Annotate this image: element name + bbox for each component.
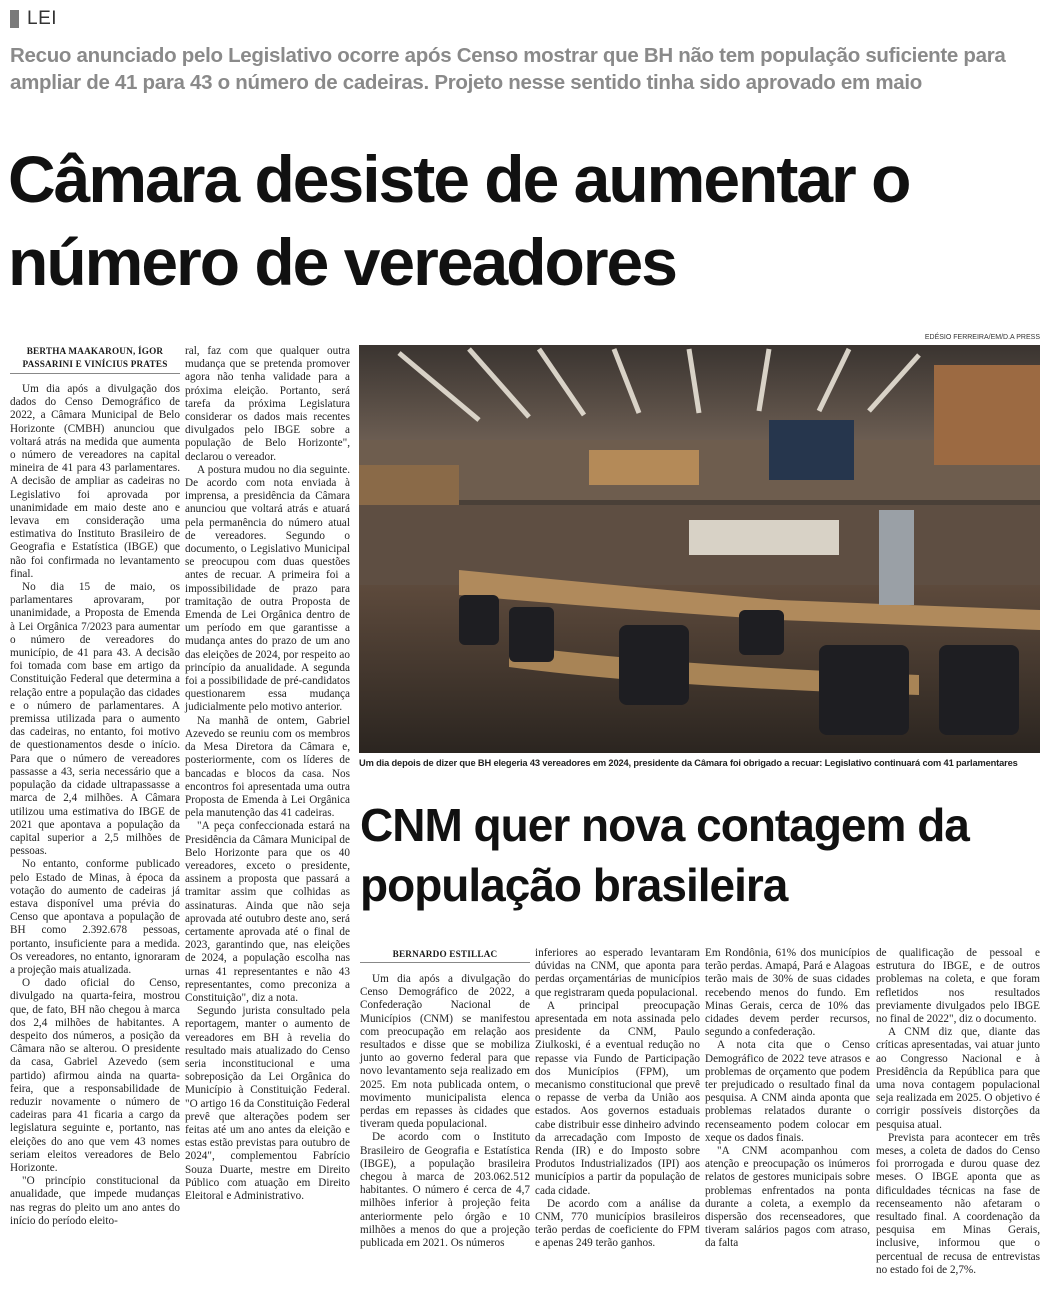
- section-label: LEI: [27, 8, 58, 29]
- article2-column3: [705, 947, 870, 1288]
- article2-column2: [535, 947, 700, 1288]
- paragraph: De acordo com a análise da CNM, 770 municípios brasileiros terão perdas de coeficiente do FPM e apenas 249 terão ganhos.: [535, 1197, 700, 1250]
- byline-rule: [10, 373, 180, 374]
- byline-rule: [360, 962, 530, 963]
- paragraph: "O princípio constitucional da anualidade, que impede mudanças nas regras do pleito um ano antes do início do período eleito-: [10, 1175, 180, 1227]
- section-marker: [10, 10, 19, 28]
- section-tag: [10, 8, 57, 30]
- headline-article2: CNM quer nova contagem da população brasileira: [360, 799, 969, 911]
- photo-caption: Um dia depois de dizer que BH elegeria 43 vereadores em 2024, presidente da Câmara foi obrigado a recuar: Legislativo continuará com 41 parlamentares: [359, 758, 1018, 768]
- byline-article2: BERNARDO ESTILLAC: [392, 949, 498, 959]
- paragraph: A CNM diz que, diante das críticas apresentadas, vai atuar junto ao Congresso Nacional e à Presidência da República para que uma nova contagem populacional seja realizada em 2025. O objetivo é corrigir possíveis distorções da pesquisa atual.: [876, 1026, 1040, 1131]
- paragraph: ral, faz com que qualquer outra mudança que se pretenda promover agora não tenha validade para a próxima eleição. Portanto, será tarefa da próxima Legislatura considerar os dados mais recentes divulgados pelo IBGE sobre a população de Belo Horizonte", declarou o vereador.: [185, 345, 350, 463]
- kicker: Recuo anunciado pelo Legislativo ocorre após Censo mostrar que BH não tem população suficiente para ampliar de 41 para 43 o número de cadeiras. Projeto nesse sentido tinha sido aprovado em maio: [10, 44, 1006, 94]
- paragraph: No dia 15 de maio, os parlamentares aprovaram, por unanimidade, a Proposta de Emenda à Lei Orgânica 7/2023 para aumentar o número de vereadores do município, de 41 para 43. A decisão foi tomada com base em artigo da Constituição Federal que determina a relação entre a população das cidades e o número de parlamentares. A premissa utilizada para o aumento das cadeiras, no entanto, foi motivo de questionamentos desde o início. Para que o número de vereadores passasse a 43, seria necessário que a população da cidade ultrapassasse a marca de 2,4 milhões. A Câmara utilizou uma estimativa do IBGE de 2021 que apontava a população da capital superior a 2,5 milhões de pessoas.: [10, 581, 180, 858]
- photo-credit: EDÉSIO FERREIRA/EM/D.A PRESS: [924, 334, 1040, 341]
- paragraph: Um dia após a divulgação do Censo Demográfico de 2022, a Confederação Nacional de Municípios (CNM) se manifestou com preocupação em relação aos resultados e disse que se mobiliza junto ao governo federal para que novo levantamento seja realizado em 2025. Em nota publicada ontem, o movimento municipalista elenca perdas em repasses às cidades que tiveram queda populacional.: [360, 973, 530, 1131]
- paragraph: De acordo com o Instituto Brasileiro de Geografia e Estatística (IBGE), a população brasileira chegou à marca de 203.062.512 habitantes. O número é cerca de 4,7 milhões inferior à projeção feita anteriormente pelo órgão e 10 milhões a menos do que a projeção publicada em 2021. Os números: [360, 1131, 530, 1250]
- article2-column1: [360, 973, 530, 1288]
- paragraph: Segundo jurista consultado pela reportagem, manter o aumento de vereadores em BH à revelia do resultado mais atualizado do Censo seria inconstitucional e uma sobreposição da Lei Orgânica do Município à Constituição Federal. "O artigo 16 da Constituição Federal prevê que alterações podem ser feitas até um ano antes da eleição e estas estão previstas para outubro de 2024", complementou Fabrício Souza Duarte, mestre em Direito Público com atuação em Direito Eleitoral e Administrativo.: [185, 1005, 350, 1202]
- headline: Câmara desiste de aumentar o número de vereadores: [8, 142, 910, 299]
- plenary-photo: [359, 345, 1040, 753]
- paragraph: A principal preocupação apresentada em nota assinada pelo presidente da CNM, Paulo Ziulkoski, é a eventual redução no repasse via Fundo de Participação dos Municípios (FPM), um mecanismo constitucional que prevê o repasse de verba da União aos estados. Aos governos estaduais cabe distribuir esse dinheiro advindo da arrecadação com Imposto de Renda (IR) e do Imposto sobre Produtos Industrializados (IPI) aos municípios a partir da população de cada cidade.: [535, 999, 700, 1197]
- article1-column2: [185, 345, 350, 1290]
- paragraph: No entanto, conforme publicado pelo Estado de Minas, à época da votação do aumento de cadeiras já estava disponível uma prévia do Censo que apontava a população de BH como 2.392.678 pessoas, portanto, insuficiente para a medida. Os vereadores, no entanto, ignoraram a projeção mais atualizada.: [10, 858, 180, 976]
- paragraph: Em Rondônia, 61% dos municípios terão perdas. Amapá, Pará e Alagoas terão mais de 30% de suas cidades recebendo menos do fundo. Em Minas Gerais, cerca de 10% das cidades devem perder recursos, segundo a confederação.: [705, 947, 870, 1039]
- paragraph: Na manhã de ontem, Gabriel Azevedo se reuniu com os membros da Mesa Diretora da Câmara e, posteriormente, com os líderes de bancadas e blocos da casa. Nos encontros foi apresentada uma outra Proposta de Emenda à Lei Orgânica pela manutenção das 41 cadeiras.: [185, 714, 350, 820]
- paragraph: Prevista para acontecer em três meses, a coleta de dados do Censo foi prorrogada e durou quase dez meses. O IBGE aponta que as dificuldades técnicas na fase de recenseamento não afetaram o resultado final. A coordenação da pesquisa em Minas Gerais, inclusive, informou que o percentual de recusa de entrevistas no estado foi de 2,7%.: [876, 1131, 1040, 1276]
- paragraph: inferiores ao esperado levantaram dúvidas na CNM, que aponta para perdas orçamentárias de municípios que registraram queda populacional.: [535, 947, 700, 999]
- article2-column4: [876, 947, 1040, 1288]
- paragraph: "A CNM acompanhou com atenção e preocupação os inúmeros relatos de gestores municipais sobre problemas enfrentados na ponta durante a coleta, a exemplo da dispersão dos recenseadores, que tiveram salários pagos com atraso, da falta: [705, 1145, 870, 1250]
- paragraph: "A peça confeccionada estará na Presidência da Câmara Municipal de Belo Horizonte para que os 40 vereadores, exceto o presidente, assinem a proposta que passará a tramitar assim que colhidas as assinaturas. Ainda que não seja aprovada até outubro deste ano, será certamente aprovada até o final de 2023, garantindo que, nas eleições de 2024, a população escolha nas urnas 41 representantes e não 43 representantes, como preconiza a Constituição", diz a nota.: [185, 820, 350, 1004]
- paragraph: A postura mudou no dia seguinte. De acordo com nota enviada à imprensa, a presidência da Câmara anunciou que voltará atrás e atuará pela permanência do número atual de vereadores. Segundo o documento, o Legislativo Municipal se preocupou com duas questões antes de recuar. A primeira foi a impossibilidade de prazo para tramitação de outra Proposta de Emenda de Lei Orgânica dentro de um período em que garantisse a mudança antes do prazo de um ano das eleições de 2024, por respeito ao princípio da anualidade. A segunda foi a possibilidade de pré-candidatos questionarem essa mudança judicialmente pelo motivo anterior.: [185, 463, 350, 714]
- paragraph: Um dia após a divulgação dos dados do Censo Demográfico de 2022, a Câmara Municipal de Belo Horizonte (CMBH) anunciou que voltará atrás na medida que aumenta o número de vereadores na capital mineira de 41 para 43 parlamentares. A decisão de ampliar as cadeiras no Legislativo foi aprovada por unanimidade em maio deste ano e levava em consideração uma estimativa do Instituto Brasileiro de Geografia e Estatística (IBGE) que não foi confirmada no levantamento final.: [10, 383, 180, 580]
- article1-column1: [10, 383, 180, 1288]
- paragraph: de qualificação de pessoal e estrutura do IBGE, e de outros problemas na coleta, e que foram refletidos nos resultados previamente divulgados pelo IBGE no final de 2022", diz o documento.: [876, 947, 1040, 1026]
- paragraph: A nota cita que o Censo Demográfico de 2022 teve atrasos e problemas de orçamento que podem ter prejudicado o resultado final da pesquisa. A CNM ainda aponta que problemas relatados durante o recenseamento podem colocar em xeque os dados finais.: [705, 1039, 870, 1144]
- byline-article1: BERTHA MAAKAROUN, ÍGOR PASSARINI E VINÍCIUS PRATES: [22, 346, 168, 369]
- paragraph: O dado oficial do Censo, divulgado na quarta-feira, mostrou que, de fato, BH não chegou à marca dos 2,4 milhões de habitantes. A despeito dos números, a posição da Câmara não se alterou. O presidente da casa, Gabriel Azevedo (sem partido) afirmou ainda na quarta-feira, que a responsabilidade de reduzir novamente o número de cadeiras para 41 ficaria a cargo da legislatura seguinte e, portanto, nas eleições do ano que vem 43 nomes seriam eleitos vereadores de Belo Horizonte.: [10, 977, 180, 1174]
